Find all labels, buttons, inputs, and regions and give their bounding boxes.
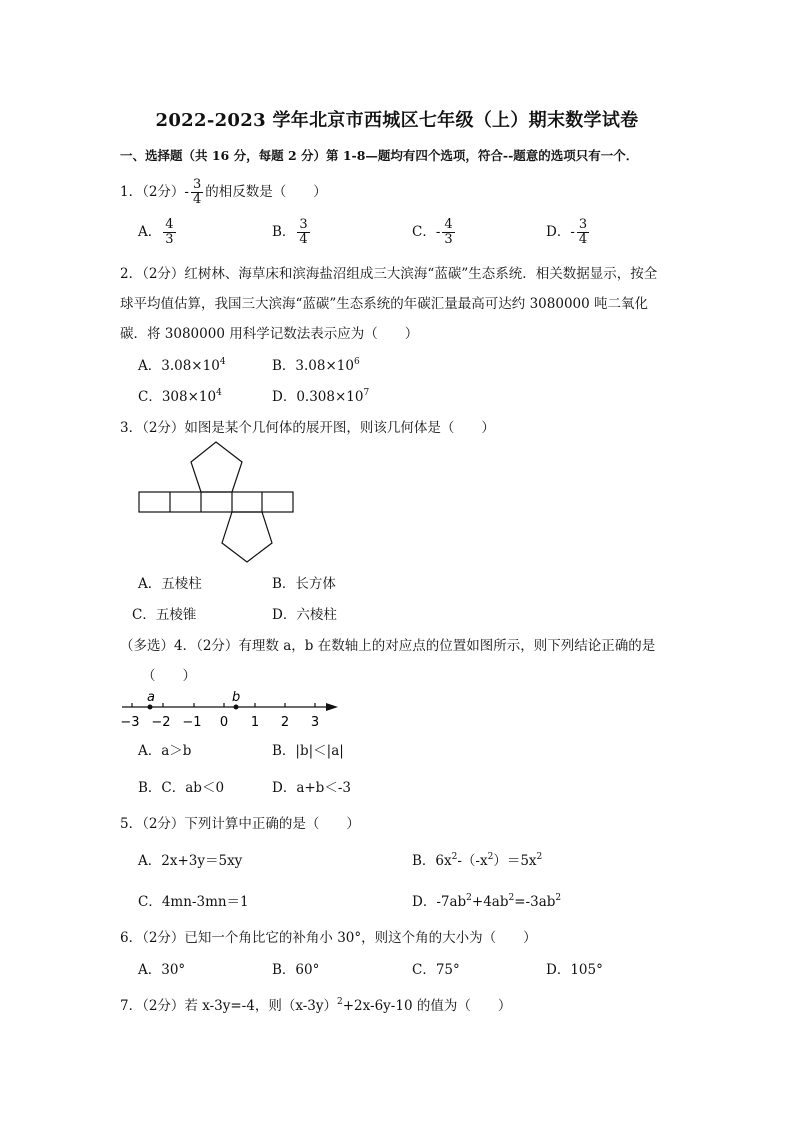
q5-option-b: B．$6x^2-(-x^2)=5x^2$ xyxy=(412,852,543,869)
number-line-figure xyxy=(118,690,348,730)
pentagonal-prism-net-figure xyxy=(138,440,308,564)
q5-option-d: D．$-7ab^2+4ab^2=-3ab^2$ xyxy=(412,893,562,910)
q4-line-1: （多选）4．（2分）有理数 a，b 在数轴上的对应点的位置如图所示，则下列结论正确的是 xyxy=(120,638,656,654)
q1-option-b: B． $\frac{3}{4}$ xyxy=(272,217,308,247)
q4-option-b: B．|b|＜|a| xyxy=(272,743,344,759)
q1-prefix: 1．（2分）- xyxy=(120,184,189,200)
q2-option-d: D．$0.308\times 10^7$ xyxy=(272,388,370,405)
q6-option-d: D．105° xyxy=(546,962,603,978)
q3-option-c: C．五棱锥 xyxy=(132,607,197,623)
q6-text: 6．（2分）已知一个角比它的补角小 30°，则这个角的大小为（ ） xyxy=(120,930,537,946)
tick-label: 3 xyxy=(310,715,320,730)
tick-label: −1 xyxy=(182,715,202,730)
tick-label: −3 xyxy=(120,715,140,730)
q6-option-a: A．30° xyxy=(138,962,186,978)
q2-line-3: 碳．将 3080000 用科学记数法表示应为（ ） xyxy=(120,326,419,342)
q4-option-d: D．a+b＜-3 xyxy=(272,780,351,796)
q6-option-c: C．75° xyxy=(412,962,460,978)
point-a-label: a xyxy=(147,690,155,705)
tick-label: 1 xyxy=(250,715,260,730)
q3-text: 3．（2分）如图是某个几何体的展开图，则该几何体是（ ） xyxy=(120,420,495,436)
q3-option-a: A．五棱柱 xyxy=(138,576,202,592)
section-heading: 一、选择题（共 16 分，每题 2 分）第 1-8—题均有四个选项，符合--题意的选项只有一个． xyxy=(120,148,639,163)
tick-label: −2 xyxy=(151,715,171,730)
q2-option-c: C．$308\times 10^4$ xyxy=(138,388,222,405)
q1-suffix: 的相反数是（ ） xyxy=(205,184,327,200)
q1-option-c: C．- $\frac{4}{3}$ xyxy=(412,217,453,247)
q6-option-b: B．60° xyxy=(272,962,320,978)
net-top-pentagon xyxy=(191,442,242,492)
point-a xyxy=(148,705,153,710)
q1-option-d: D．- $\frac{3}{4}$ xyxy=(546,217,588,247)
tick-label: 0 xyxy=(219,715,229,730)
net-bottom-pentagon xyxy=(222,512,272,562)
q2-line-1: 2．（2分）红树林、海草床和滨海盐沼组成三大滨海“蓝碳”生态系统．相关数据显示，按全 xyxy=(120,266,658,282)
q2-line-2: 球平均值估算，我国三大滨海“蓝碳”生态系统的年碳汇量最高可达约 3080000 吨二氧化 xyxy=(120,296,649,312)
point-b-label: b xyxy=(232,690,241,705)
tick-label: 2 xyxy=(280,715,290,730)
number-line-arrow xyxy=(326,703,338,711)
q2-option-b: B．$3.08\times 10^6$ xyxy=(272,357,360,374)
q2-option-a: A．$3.08\times 10^4$ xyxy=(138,357,226,374)
point-b xyxy=(234,705,239,710)
q5-option-c: C．4mn-3mn＝1 xyxy=(138,894,249,910)
q4-option-a: A．a＞b xyxy=(138,743,192,759)
q4-option-c: B．C．ab＜0 xyxy=(138,780,225,796)
question-1 xyxy=(120,178,327,207)
q7-text: 7．（2分）若 x-3y=-4，则$(x-3y)^2+2x-6y-10$ 的值为（ ） xyxy=(120,997,512,1014)
page-title: 2022-2023 学年北京市西城区七年级（上）期末数学试卷 xyxy=(155,110,639,131)
q3-option-d: D．六棱柱 xyxy=(272,607,337,623)
net-rectangle-strip xyxy=(139,492,293,512)
q5-text: 5．（2分）下列计算中正确的是（ ） xyxy=(120,816,360,832)
q1-fraction: $\frac{3}{4}$ xyxy=(193,177,202,207)
q3-option-b: B．长方体 xyxy=(272,576,336,592)
q4-line-2: （ ） xyxy=(142,668,196,684)
q1-option-a: A． $\frac{4}{3}$ xyxy=(138,217,174,247)
q5-option-a: A．2x+3y＝5xy xyxy=(138,853,243,869)
